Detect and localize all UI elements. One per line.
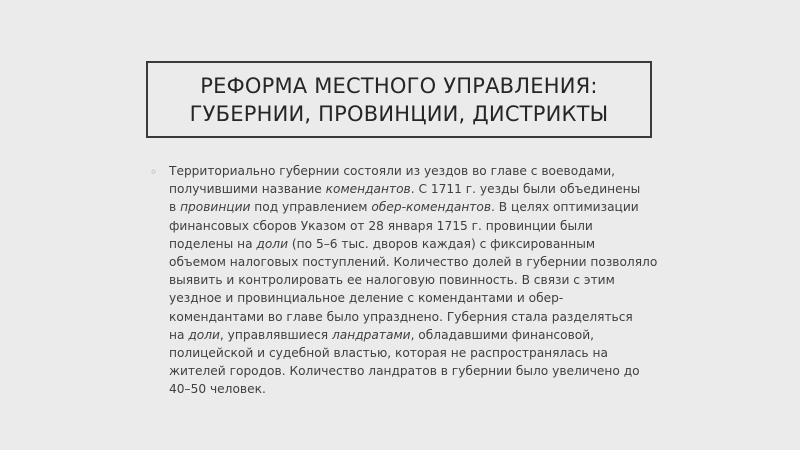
paragraph-line xyxy=(169,162,660,180)
text-run: уездное и провинциальное деление с комендантами и обер- xyxy=(169,291,564,306)
text-run: финансовых сборов Указом от 28 января 1715 г. провинции были xyxy=(169,218,593,233)
emphasized-term: обер-комендантов xyxy=(371,200,492,215)
text-run: на xyxy=(169,327,189,342)
paragraph-line xyxy=(169,253,660,271)
paragraph-line xyxy=(169,235,660,253)
text-run: под управлением xyxy=(250,200,372,215)
emphasized-term: провинции xyxy=(180,200,251,215)
bullet-icon: ◦ xyxy=(150,165,158,179)
title-box xyxy=(146,61,652,138)
text-run: , управлявшиеся xyxy=(219,327,333,342)
text-run: выявить и контролировать ее налоговую повинность. В связи с этим xyxy=(169,273,615,288)
bullet-item xyxy=(150,162,660,399)
emphasized-term: ландратами xyxy=(332,327,411,342)
text-run: получившими название xyxy=(169,182,326,197)
text-run: поделены на xyxy=(169,236,257,251)
paragraph-line xyxy=(169,198,660,216)
paragraph-line xyxy=(169,217,660,235)
emphasized-term: доли xyxy=(188,327,220,342)
text-run: (по 5–6 тыс. дворов каждая) с фиксированным xyxy=(288,236,596,251)
text-run: 40–50 человек. xyxy=(169,382,266,397)
paragraph-line xyxy=(169,344,660,362)
title-line-1: РЕФОРМА МЕСТНОГО УПРАВЛЕНИЯ: xyxy=(200,73,598,98)
paragraph-line xyxy=(169,180,660,198)
title-line-2: ГУБЕРНИИ, ПРОВИНЦИИ, ДИСТРИКТЫ xyxy=(189,101,609,126)
paragraph-line xyxy=(169,308,660,326)
paragraph-line xyxy=(169,362,660,380)
paragraph-line xyxy=(169,326,660,344)
emphasized-term: комендантов xyxy=(325,182,411,197)
body-content xyxy=(150,162,660,399)
emphasized-term: доли xyxy=(256,236,289,251)
text-run: . В целях оптимизации xyxy=(491,200,639,215)
text-run: в xyxy=(169,200,181,215)
paragraph-line xyxy=(169,289,660,307)
text-run: . С 1711 г. уезды были объединены xyxy=(410,182,641,197)
text-run: , обладавшими финансовой, xyxy=(410,327,595,342)
text-run: жителей городов. Количество ландратов в губернии было увеличено до xyxy=(169,364,640,379)
text-run: полицейской и судебной властью, которая не распространялась на xyxy=(169,346,608,361)
text-run: комендантами во главе было упразднено. Губерния стала разделяться xyxy=(169,309,633,324)
paragraph-line xyxy=(169,271,660,289)
text-run: объемом налоговых поступлений. Количество долей в губернии позволяло xyxy=(169,255,658,270)
text-run: Территориально губернии состояли из уездов во главе с воеводами, xyxy=(169,164,616,178)
paragraph xyxy=(169,162,660,399)
paragraph-line xyxy=(169,380,660,398)
